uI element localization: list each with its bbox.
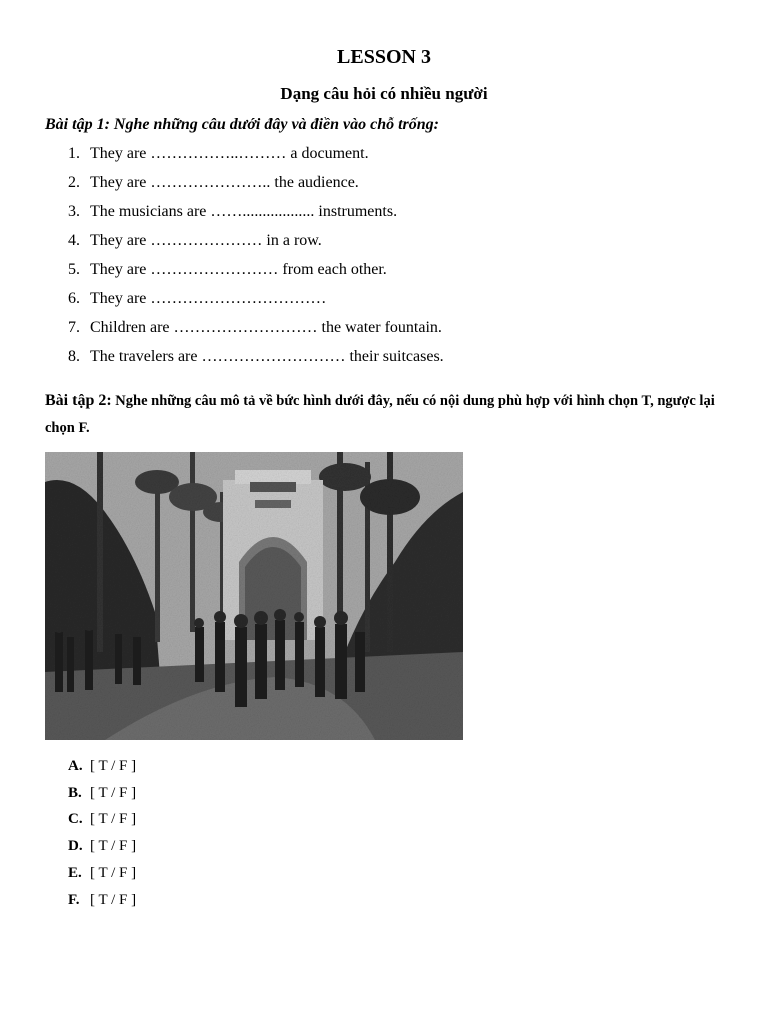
answer-letter: D. — [68, 838, 83, 854]
exercise2-heading — [45, 387, 730, 442]
lesson-title: LESSON 3 — [337, 46, 431, 68]
answer-letter: E. — [68, 865, 82, 881]
true-false-choice[interactable]: [ T / F ] — [90, 811, 137, 827]
item-number: 4. — [68, 232, 80, 249]
answer-letter: B. — [68, 785, 82, 801]
true-false-choice[interactable]: [ T / F ] — [90, 838, 137, 854]
theme-park-entrance-photo — [45, 452, 463, 740]
item-text: They are ………………….. the audience. — [90, 174, 359, 191]
true-false-choice[interactable]: [ T / F ] — [90, 758, 137, 774]
item-text: The travelers are ……………………… their suitcases. — [90, 348, 444, 365]
item-text: Children are ……………………… the water fountain. — [90, 319, 442, 336]
true-false-choice[interactable]: [ T / F ] — [90, 785, 137, 801]
lesson-subtitle: Dạng câu hỏi có nhiều người — [280, 84, 488, 103]
item-text: They are …………………… from each other. — [90, 261, 387, 278]
item-number: 1. — [68, 145, 80, 162]
item-number: 8. — [68, 348, 80, 365]
answer-letter: F. — [68, 892, 80, 908]
item-number: 7. — [68, 319, 80, 336]
item-text: They are ……………..……… a document. — [90, 145, 369, 162]
answer-letter: A. — [68, 758, 83, 774]
item-number: 5. — [68, 261, 80, 278]
answer-letter: C. — [68, 811, 83, 827]
item-text: They are …………………………… — [90, 290, 327, 307]
true-false-choice[interactable]: [ T / F ] — [90, 865, 137, 881]
exercise2-label: Bài tập 2: — [45, 392, 112, 409]
exercise1-heading: Bài tập 1: Nghe những câu dưới đây và điền vào chỗ trống: — [45, 116, 439, 133]
item-number: 6. — [68, 290, 80, 307]
item-text: They are ………………… in a row. — [90, 232, 322, 249]
item-number: 2. — [68, 174, 80, 191]
exercise2-instruction: Nghe những câu mô tả về bức hình dưới đây, nếu có nội dung phù hợp với hình chọn T, ngược lại chọn F. — [45, 393, 715, 436]
item-number: 3. — [68, 203, 80, 220]
item-text: The musicians are …….................. instruments. — [90, 203, 398, 220]
true-false-choice[interactable]: [ T / F ] — [90, 892, 137, 908]
